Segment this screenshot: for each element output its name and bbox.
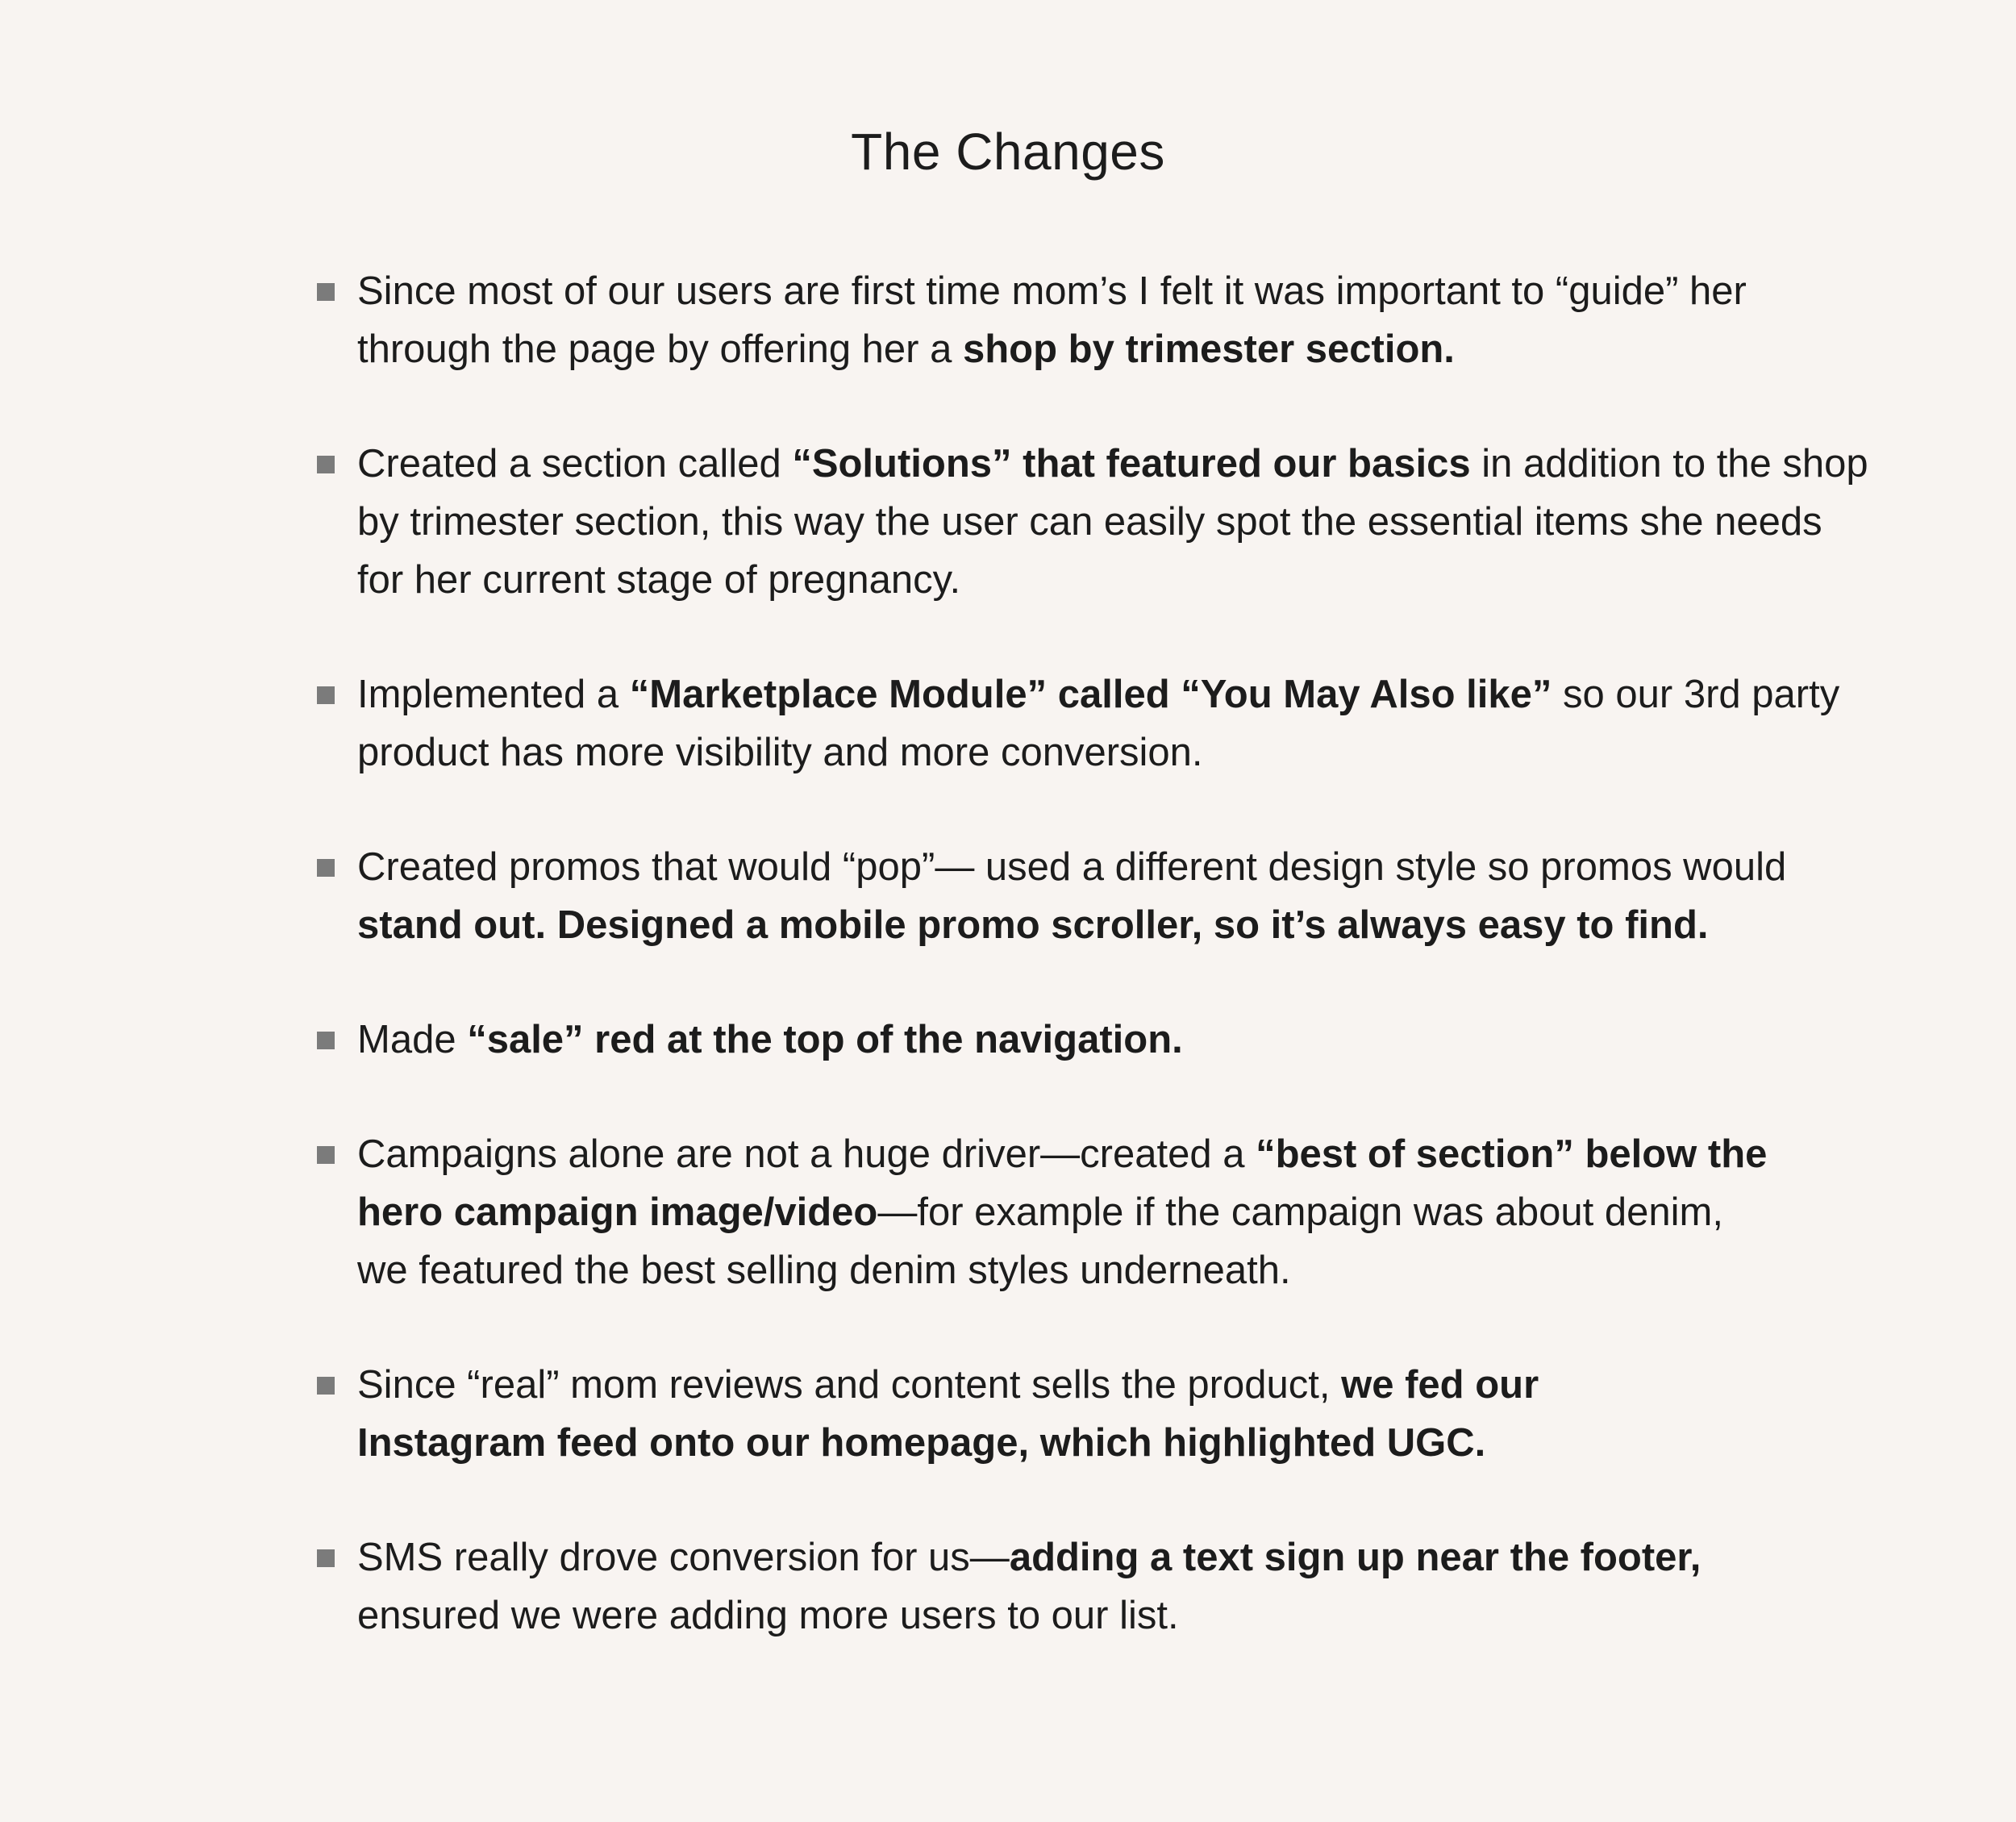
body-text: Campaigns alone are not a huge driver—created a [357, 1132, 1256, 1176]
list-item [317, 1528, 1849, 1645]
list-item [317, 1356, 1849, 1472]
list-item-line [357, 262, 1849, 320]
body-text: Created promos that would “pop”— used a different design style so promos would [357, 845, 1787, 889]
emphasis-text: “Solutions” that featured our basics [792, 442, 1471, 486]
list-item-line [357, 1125, 1849, 1183]
list-item-line [357, 1528, 1849, 1586]
emphasis-text: “best of section” below the [1256, 1132, 1768, 1176]
emphasis-text: adding a text sign up near the footer, [1009, 1536, 1702, 1579]
emphasis-text: shop by trimester section. [962, 327, 1455, 371]
square-bullet-icon [317, 1146, 335, 1164]
body-text: Created a section called [357, 442, 793, 486]
list-item-line [357, 723, 1849, 782]
list-item-line [357, 1586, 1849, 1645]
body-text: through the page by offering her a [357, 327, 963, 371]
changes-list [317, 262, 1868, 1701]
body-text: SMS really drove conversion for us— [357, 1536, 1010, 1579]
list-item-line [357, 896, 1849, 954]
square-bullet-icon [317, 283, 335, 301]
body-text: Since “real” mom reviews and content sells the product, [357, 1363, 1342, 1407]
list-item-line [357, 1356, 1849, 1414]
list-item-line [357, 1183, 1849, 1241]
page-title: The Changes [851, 123, 1165, 181]
square-bullet-icon [317, 1549, 335, 1567]
body-text: we featured the best selling denim styles underneath. [357, 1249, 1291, 1292]
square-bullet-icon [317, 1377, 335, 1395]
list-item-line [357, 665, 1849, 723]
body-text: so our 3rd party [1552, 673, 1840, 716]
list-item [317, 1011, 1849, 1069]
list-item [317, 665, 1849, 782]
body-text: Since most of our users are first time mom’s I felt it was important to “guide” her [357, 269, 1747, 313]
emphasis-text: stand out. Designed a mobile promo scroller, so it’s always easy to find. [357, 903, 1709, 947]
square-bullet-icon [317, 456, 335, 473]
body-text: —for example if the campaign was about denim, [877, 1190, 1723, 1234]
body-text: by trimester section, this way the user can easily spot the essential items she needs [357, 500, 1822, 544]
emphasis-text: hero campaign image/video [357, 1190, 878, 1234]
list-item-line [357, 1414, 1849, 1472]
square-bullet-icon [317, 859, 335, 877]
emphasis-text: Instagram feed onto our homepage, which highlighted UGC. [357, 1421, 1486, 1465]
body-text: ensured we were adding more users to our list. [357, 1594, 1179, 1637]
body-text: Implemented a [357, 673, 630, 716]
list-item-line [357, 551, 1849, 609]
list-item [317, 1125, 1849, 1299]
square-bullet-icon [317, 686, 335, 704]
list-item-line [357, 493, 1849, 551]
body-text: Made [357, 1018, 468, 1061]
list-item [317, 262, 1849, 378]
body-text: for her current stage of pregnancy. [357, 558, 961, 602]
list-item-line [357, 435, 1868, 493]
list-item-line [357, 1241, 1849, 1299]
body-text: product has more visibility and more conversion. [357, 731, 1203, 774]
list-item-line [357, 320, 1849, 378]
emphasis-text: “Marketplace Module” called “You May Also like” [629, 673, 1552, 716]
list-item-line [357, 1011, 1849, 1069]
list-item-line [357, 838, 1849, 896]
square-bullet-icon [317, 1032, 335, 1049]
emphasis-text: “sale” red at the top of the navigation. [467, 1018, 1183, 1061]
list-item [317, 838, 1849, 954]
body-text: in addition to the shop [1470, 442, 1868, 486]
list-item [317, 435, 1868, 609]
emphasis-text: we fed our [1341, 1363, 1539, 1407]
